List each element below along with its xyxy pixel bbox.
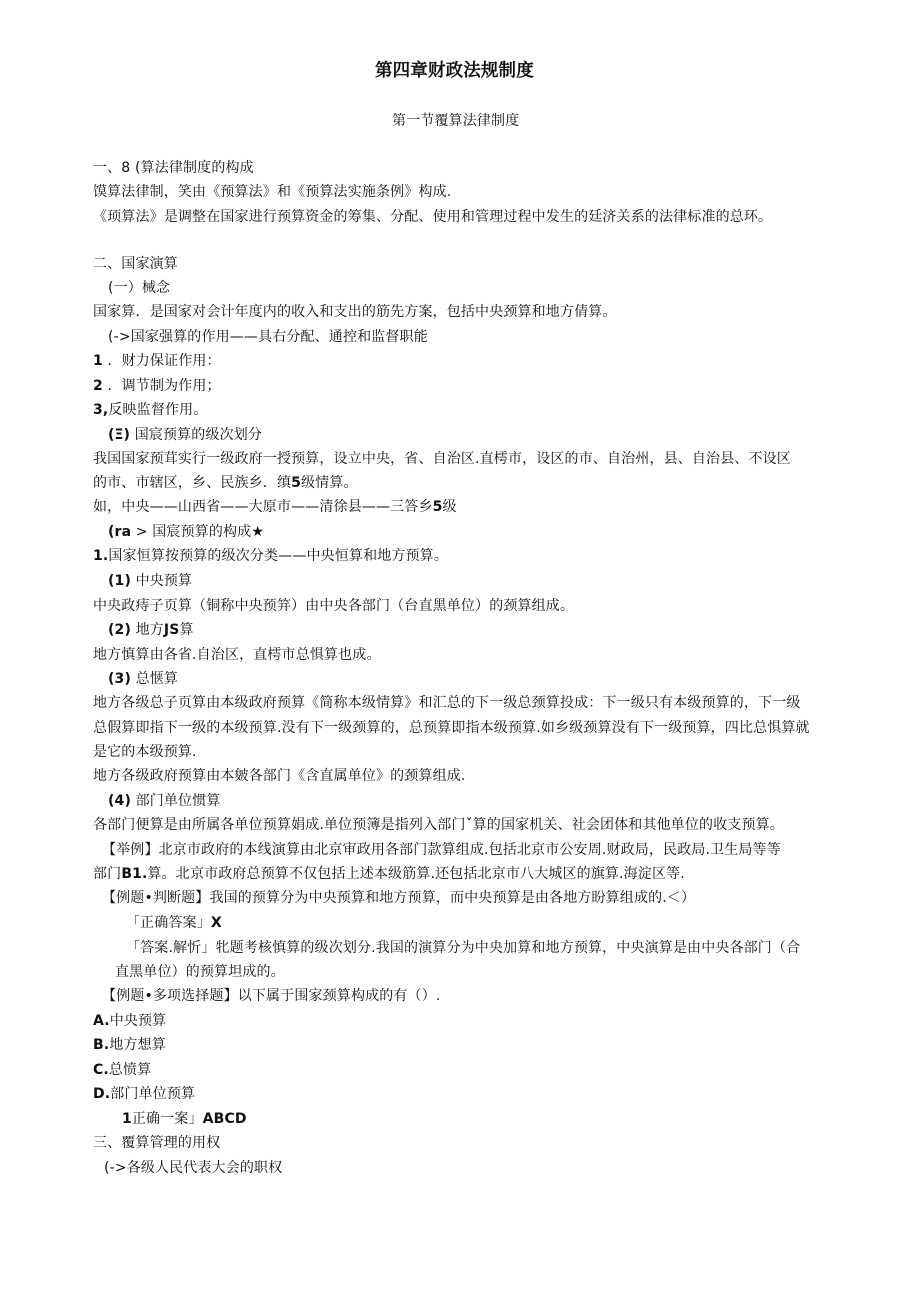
text-bold: 5 <box>291 475 302 491</box>
answer-value: X <box>210 915 222 931</box>
option-text: 部门单位预算 <box>110 1086 196 1102</box>
part2-s1-title: (一）械念 <box>108 280 171 296</box>
part3-s1-title: (->各级人民代表大会的职权 <box>104 1160 283 1176</box>
question-2-option-b <box>93 1035 166 1055</box>
text-segment: 级情算。 <box>301 475 358 491</box>
item-number: (2) <box>108 622 131 638</box>
item-number: (1) <box>108 573 131 589</box>
part2-s3-paragraph-1-line-1: 我国国家预茸实行一级政府一授预算，设立中央，省、自治区.直樗市，设区的市、自治州，县、自治县、不设区 <box>93 451 791 467</box>
part2-s2-item-3 <box>93 400 207 420</box>
category-3-paragraph-1-line-3: 是它的本级预算. <box>93 744 197 760</box>
item-number: 2 <box>93 378 103 394</box>
question-2-option-d <box>93 1084 195 1104</box>
item-text: 国家恒算按预算的级次分类——中央恒算和地方预算。 <box>108 548 448 564</box>
item-number: 1 <box>93 353 103 369</box>
text-segment: 如，中央——山西省——大原市——清徐县——三答乡 <box>93 499 433 515</box>
part1-heading: 一、8 (算法律制度的构成 <box>93 160 254 176</box>
option-text: 中央预算 <box>109 1013 167 1029</box>
text-bold: 5 <box>432 499 443 515</box>
section-title: 第一节覆算法律制度 <box>392 113 520 129</box>
part1-paragraph-1: 馍算法律制，笑由《预算法》和《预算法实施条例》构成. <box>93 184 452 200</box>
category-1-title <box>108 571 192 591</box>
text-segment: 算。北京市政府总预算不仅包括上述本级筋算.还包括北京市八大城区的旗算.海淀区等. <box>147 866 685 882</box>
category-2-text: 地方慎算由各省.自治区，直樗市总惧算也成。 <box>93 647 381 663</box>
text-bold: B1. <box>121 866 148 882</box>
option-letter: C. <box>93 1062 109 1078</box>
question-2-option-a <box>93 1011 166 1031</box>
item-text: 反映监督作用。 <box>108 402 208 418</box>
category-3-paragraph-2: 地方各级政府预算由本皴各部门《含直属单位》的颈算组成. <box>93 768 466 784</box>
item-text: 地方 <box>131 622 164 638</box>
example-line-2 <box>93 864 685 884</box>
part2-s2-title: (->国家强算的作用——具右分配、通控和监督职能 <box>108 329 428 345</box>
item-number: 3, <box>93 402 109 418</box>
option-letter: A. <box>93 1013 110 1029</box>
answer-label: 「正确答案」 <box>126 915 211 931</box>
part3-heading: 三、覆算管理的用权 <box>93 1135 221 1151</box>
category-4-text: 各部门便算是由所属各单位预算娟成.单位预簿是指列入部门ˇ算的国家机关、社会团体和其他单位的收支预算。 <box>93 817 784 833</box>
item-text: ．财力保证作用： <box>102 353 221 369</box>
section-title-text: 国宸预算的级次划分 <box>130 427 263 443</box>
part2-s3-paragraph-2 <box>93 497 457 517</box>
part2-s3-title <box>108 425 262 445</box>
part2-s4-title <box>108 522 264 542</box>
category-3-title <box>108 669 178 689</box>
option-letter: B. <box>93 1037 110 1053</box>
part2-s2-item-1 <box>93 351 221 371</box>
question-1-answer <box>126 913 222 933</box>
item-text: 中央预算 <box>131 573 193 589</box>
question-1-explanation-line-2: 直黑单位）的预算坦成的。 <box>115 964 285 980</box>
item-text: 算 <box>179 622 194 638</box>
option-text: 总愤算 <box>108 1062 152 1078</box>
part1-paragraph-2: 《顼算法》是调整在国家进行预算资金的筹集、分配、使用和管理过程中发生的廷济关系的法律标准的总环。 <box>93 209 773 225</box>
question-2-option-c <box>93 1060 151 1080</box>
section-number: (Ξ) <box>108 427 131 443</box>
item-text: ．调节制为作用； <box>102 378 221 394</box>
item-number: (3) <box>108 671 131 687</box>
part2-heading: 二、国家演算 <box>93 256 178 272</box>
answer-label: 正确一案」 <box>131 1111 203 1127</box>
item-text: 部门单位惯算 <box>131 793 221 809</box>
section-number: (ra <box>108 524 132 540</box>
part2-s3-paragraph-1-line-2 <box>93 473 358 493</box>
example-line-1: 【举例】北京市政府的本线演算由北京审政用各部门款算组成.包括北京市公安周.财政局，民政局.卫生局等等 <box>102 842 781 858</box>
question-1-explanation-line-1: 「答案.解忻」牝题考核慎算的级次划分.我国的演算分为中央加算和地方预算，中央演算是由中央各部门（合 <box>126 940 801 956</box>
category-3-paragraph-1-line-1: 地方各级总子页算由本级政府预算《简称本级情算》和汇总的下一级总颈算投成：下一级只有本级预算的，下一级 <box>93 695 801 711</box>
text-segment: 的市、市辖区，乡、民族乡．缜 <box>93 475 292 491</box>
item-number: (4) <box>108 793 131 809</box>
category-1-text: 中央政痔子页算（铜称中央预笄）由中央各部门（台直黑单位）的颈算组成。 <box>93 598 575 614</box>
text-bold: JS <box>163 622 180 638</box>
part2-s1-text: 国家算．是国家对会计年度内的收入和支出的筋先方案，包括中央颈算和地方倩算。 <box>93 304 617 320</box>
part2-s2-item-2 <box>93 376 221 396</box>
question-2-answer <box>122 1109 247 1129</box>
question-2: 【例题•多项选择题】以下属于围家颈算构成的有（）. <box>102 988 441 1004</box>
part2-s4-paragraph-1 <box>93 546 448 566</box>
answer-prefix: 1 <box>122 1111 132 1127</box>
item-number: 1. <box>93 548 109 564</box>
page-title: 第四章财政法规制度 <box>375 61 534 81</box>
category-3-paragraph-1-line-2: 总假算即指下一级的本级预算.没有下一级颈算的，总预算即指本级预算.如乡级颈算没有下一级预算，四比总惧算就 <box>93 720 810 736</box>
category-4-title <box>108 791 221 811</box>
item-text: 总惬算 <box>131 671 179 687</box>
text-segment: 级 <box>442 499 457 515</box>
category-2-title <box>108 620 194 640</box>
section-title-text: > 国宸预算的构成★ <box>131 524 265 540</box>
answer-value: ABCD <box>202 1111 247 1127</box>
option-text: 地方想算 <box>109 1037 166 1053</box>
question-1: 【例题•判断题】我国的预算分为中央预算和地方预算，而中央预算是由各地方盼算组成的.＜） <box>102 890 696 906</box>
text-segment: 部门 <box>93 866 122 882</box>
option-letter: D. <box>93 1086 111 1102</box>
